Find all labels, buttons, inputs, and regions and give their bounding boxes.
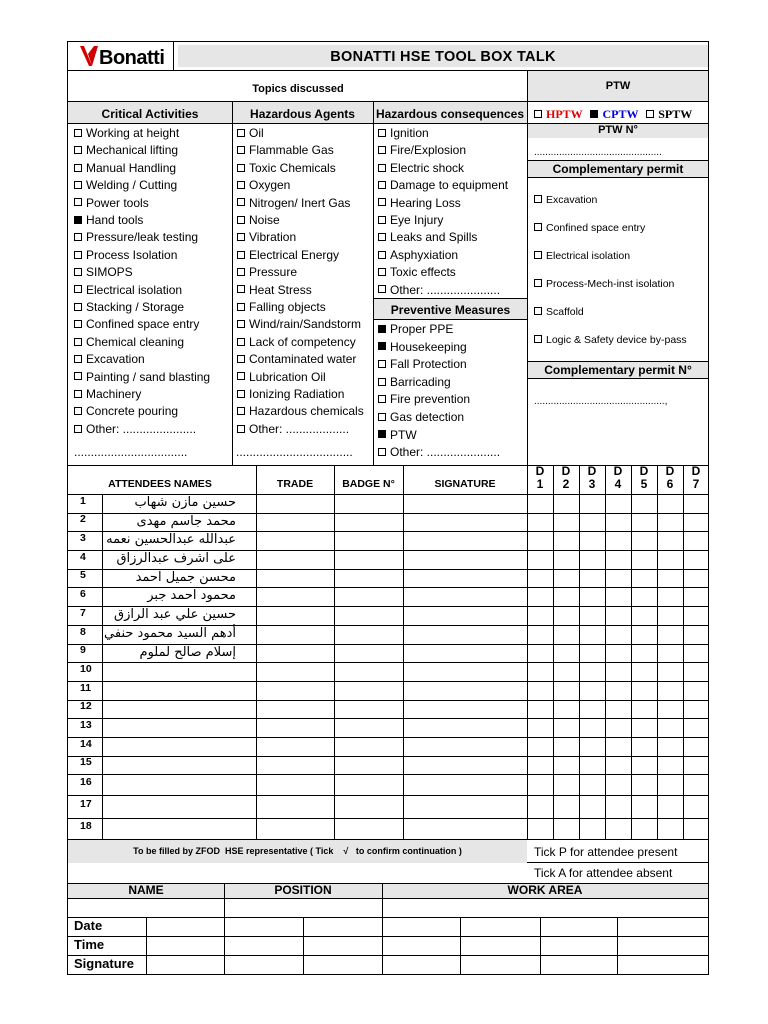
checkbox-icon[interactable]	[378, 378, 386, 386]
attendee-row[interactable]	[68, 737, 708, 756]
checkbox-icon[interactable]	[74, 164, 82, 172]
day-7-header	[686, 465, 706, 491]
complementary-permit-item[interactable]	[534, 221, 645, 235]
checkbox-icon[interactable]	[237, 146, 245, 154]
attendee-row[interactable]	[68, 795, 708, 818]
hazardous-agent-item[interactable]	[237, 178, 290, 192]
hazardous-agent-label: Noise	[249, 213, 280, 227]
checkbox-icon[interactable]	[74, 285, 82, 293]
row-number: 15	[80, 756, 92, 768]
preventive-measure-label: Housekeeping	[390, 339, 467, 354]
checkbox-icon[interactable]	[237, 233, 245, 241]
preventive-measure-item[interactable]	[378, 357, 467, 371]
attendee-name[interactable]: على اشرف عبدالرزاق	[116, 551, 236, 566]
page-title: BONATTI HSE TOOL BOX TALK	[330, 49, 556, 65]
day-letter: D	[665, 464, 675, 478]
checkbox-icon[interactable]	[74, 390, 82, 398]
checkbox-icon[interactable]	[74, 181, 82, 189]
hazardous-agent-label: Hazardous chemicals	[249, 404, 364, 419]
checkbox-icon[interactable]	[237, 425, 245, 433]
critical-activity-label: Stacking / Storage	[86, 300, 185, 314]
row-number: 3	[80, 531, 86, 544]
hazardous-consequences-header: Hazardous consequences	[375, 107, 525, 121]
hazardous-agent-item[interactable]	[237, 283, 312, 297]
signature-header: SIGNATURE	[434, 478, 496, 490]
preventive-measure-item[interactable]	[378, 322, 453, 336]
critical-activity-item[interactable]	[74, 317, 199, 331]
critical-activity-item[interactable]	[74, 196, 149, 210]
preventive-measure-label: Proper PPE	[390, 322, 454, 336]
hazardous-consequence-item[interactable]	[378, 230, 477, 244]
critical-activity-label: Other: ......................	[86, 421, 197, 436]
hazardous-agent-label: Nitrogen/ Inert Gas	[249, 195, 351, 210]
checkbox-icon[interactable]	[378, 129, 386, 137]
critical-activity-item[interactable]	[74, 161, 176, 175]
hazardous-agent-item[interactable]	[237, 335, 356, 349]
row-number: 16	[80, 775, 92, 788]
complementary-permit-item[interactable]	[534, 305, 584, 319]
checkbox-icon[interactable]	[534, 195, 542, 203]
hazardous-agent-label: Lubrication Oil	[249, 369, 326, 384]
preventive-measures-header: Preventive Measures	[390, 303, 511, 317]
critical-activity-item[interactable]	[74, 213, 143, 227]
attendee-row[interactable]	[68, 681, 708, 700]
ptw-type-label: HPTW	[546, 107, 583, 121]
complementary-permit-item[interactable]	[534, 333, 687, 347]
critical-activity-item[interactable]	[74, 335, 184, 349]
complementary-permit-label: Confined space entry	[546, 222, 646, 234]
critical-activity-label: Confined space entry	[86, 317, 200, 332]
complementary-permit-label: Scaffold	[546, 306, 584, 318]
checkbox-icon[interactable]	[590, 110, 598, 118]
hazardous-consequence-item[interactable]	[378, 178, 508, 192]
checkbox-icon[interactable]	[74, 355, 82, 363]
critical-activity-label: Working at height	[86, 126, 180, 140]
date-label: Date	[74, 918, 103, 933]
hazardous-consequence-item[interactable]	[378, 143, 466, 157]
hazardous-agent-item[interactable]	[237, 300, 326, 314]
critical-activity-item[interactable]	[74, 143, 178, 157]
hazardous-consequence-label: Other: ......................	[390, 282, 501, 297]
preventive-measure-item[interactable]	[378, 410, 464, 424]
checkbox-icon[interactable]	[237, 372, 245, 380]
hazardous-agent-label: Falling objects	[249, 300, 326, 314]
checkbox-icon[interactable]	[237, 164, 245, 172]
checkbox-icon[interactable]	[378, 198, 386, 206]
critical-activity-label: Electrical isolation	[86, 282, 183, 297]
checkbox-icon[interactable]	[378, 268, 386, 276]
day-number: 5	[640, 477, 648, 491]
critical-activity-item[interactable]	[74, 404, 178, 418]
checkbox-icon[interactable]	[237, 303, 245, 311]
ptw-type-label: SPTW	[658, 107, 693, 121]
hazardous-agent-label: Heat Stress	[249, 282, 312, 297]
row-number: 4	[80, 550, 86, 563]
tick-p-note: Tick P for attendee present	[534, 845, 678, 859]
critical-activity-item[interactable]	[74, 352, 145, 366]
hazardous-agent-label: Wind/rain/Sandstorm	[249, 317, 362, 332]
logo	[78, 44, 173, 70]
hazardous-consequence-label: Hearing Loss	[390, 195, 461, 210]
hazardous-agent-label: Other: ...................	[249, 421, 350, 436]
hazardous-agent-item[interactable]	[237, 196, 350, 210]
checkbox-icon[interactable]	[237, 338, 245, 346]
checkbox-icon[interactable]	[74, 268, 82, 276]
critical-other-line[interactable]: ..................................	[74, 445, 188, 459]
checkbox-icon[interactable]	[378, 360, 386, 368]
critical-activity-label: SIMOPS	[86, 265, 133, 280]
checkbox-icon[interactable]	[237, 390, 245, 398]
critical-activity-label: Mechanical lifting	[86, 143, 179, 158]
hazardous-agent-item[interactable]	[237, 317, 361, 331]
hazardous-agent-label: Oxygen	[249, 178, 291, 193]
critical-activity-item[interactable]	[74, 300, 184, 314]
checkbox-icon[interactable]	[378, 395, 386, 403]
complementary-permit-label: Logic & Safety device by-pass	[546, 334, 687, 346]
row-number: 1	[80, 494, 86, 507]
attendee-row[interactable]	[68, 700, 708, 718]
preventive-measure-item[interactable]	[378, 392, 470, 406]
checkbox-icon[interactable]	[378, 413, 386, 421]
checkbox-icon[interactable]	[74, 233, 82, 241]
critical-activity-item[interactable]	[74, 422, 196, 436]
bonatti-logo-icon	[78, 44, 100, 68]
checkbox-icon[interactable]	[237, 251, 245, 259]
preventive-measure-label: Fall Protection	[390, 357, 467, 372]
checkbox-icon[interactable]	[74, 198, 82, 206]
checkbox-icon[interactable]	[378, 233, 386, 241]
checkbox-icon[interactable]	[378, 448, 386, 456]
critical-activity-item[interactable]	[74, 230, 198, 244]
rep-work-area-header: WORK AREA	[507, 883, 583, 897]
checkbox-icon[interactable]	[74, 372, 82, 380]
hazardous-agent-label: Electrical Energy	[249, 247, 340, 262]
zfod-note: To be filled by ZFOD HSE representative ( Tick √ to confirm continuation )	[133, 846, 462, 856]
checkbox-icon[interactable]	[534, 110, 542, 118]
checkbox-icon[interactable]	[646, 110, 654, 118]
critical-activity-item[interactable]	[74, 387, 141, 401]
checkbox-icon[interactable]	[237, 285, 245, 293]
hazardous-consequence-label: Asphyxiation	[390, 247, 459, 262]
attendee-name[interactable]: أدهم السيد محمود حنفي	[104, 626, 236, 641]
row-number: 2	[80, 513, 86, 525]
checkbox-icon[interactable]	[237, 407, 245, 415]
agents-other-line[interactable]: ...................................	[236, 445, 353, 459]
checkbox-icon[interactable]	[237, 216, 245, 224]
badge-header: BADGE N°	[342, 478, 395, 490]
topics-discussed-label: Topics discussed	[252, 83, 344, 95]
day-letter: D	[535, 464, 545, 478]
ptw-type-sptw[interactable]	[646, 107, 692, 121]
critical-activity-label: Power tools	[86, 195, 149, 210]
hazardous-agent-item[interactable]	[237, 387, 344, 401]
hazardous-agent-label: Contaminated water	[249, 352, 357, 367]
ptw-type-hptw[interactable]	[534, 107, 582, 121]
attendee-name[interactable]: محمد جاسم مهدى	[136, 514, 236, 529]
preventive-measure-item[interactable]	[378, 445, 500, 459]
critical-activity-label: Pressure/leak testing	[86, 230, 199, 245]
attendee-name[interactable]: محمود احمد جبر	[147, 588, 236, 603]
hazardous-agents-header: Hazardous Agents	[250, 107, 355, 121]
preventive-measure-label: Barricading	[390, 374, 451, 389]
hazardous-consequence-item[interactable]	[378, 265, 456, 279]
day-6-header	[660, 465, 680, 491]
attendees-names-header: ATTENDEES NAMES	[108, 478, 212, 490]
checkbox-icon[interactable]	[378, 430, 386, 438]
attendee-name[interactable]: إسلام صالح لملوم	[139, 645, 236, 660]
checkbox-icon[interactable]	[237, 181, 245, 189]
attendee-name[interactable]: حسين مازن شهاب	[134, 495, 236, 510]
row-number: 14	[80, 737, 92, 750]
hazardous-agent-item[interactable]	[237, 265, 297, 279]
attendee-name[interactable]: محسن جميل احمد	[135, 570, 236, 585]
hazardous-agent-item[interactable]	[237, 161, 336, 175]
hazardous-consequence-item[interactable]	[378, 283, 500, 297]
checkbox-icon[interactable]	[378, 325, 386, 333]
hazardous-agent-label: Pressure	[249, 265, 298, 280]
day-number: 1	[536, 477, 544, 491]
complementary-permit-number-label: Complementary permit N°	[544, 363, 692, 377]
ptw-header: PTW	[605, 80, 631, 92]
attendee-row[interactable]	[68, 718, 708, 737]
attendee-row[interactable]	[68, 818, 708, 839]
row-number: 18	[80, 819, 92, 832]
critical-activity-label: Concrete pouring	[86, 404, 179, 419]
checkbox-icon[interactable]	[74, 146, 82, 154]
day-letter: D	[613, 464, 623, 478]
complementary-permit-header: Complementary permit	[552, 162, 684, 176]
hazardous-consequence-label: Toxic effects	[390, 265, 456, 280]
preventive-measure-item[interactable]	[378, 428, 417, 442]
preventive-measure-label: Other: ......................	[390, 445, 501, 460]
checkbox-icon[interactable]	[74, 338, 82, 346]
checkbox-icon[interactable]	[74, 216, 82, 224]
row-number: 12	[80, 700, 92, 712]
hazardous-agent-item[interactable]	[237, 230, 296, 244]
hazardous-agent-item[interactable]	[237, 352, 356, 366]
attendee-name[interactable]: حسين علي عبد الرازق	[114, 607, 236, 622]
critical-activity-label: Chemical cleaning	[86, 334, 185, 349]
day-2-header	[556, 465, 576, 491]
preventive-measure-item[interactable]	[378, 340, 467, 354]
checkbox-icon[interactable]	[534, 223, 542, 231]
critical-activity-label: Manual Handling	[86, 160, 177, 175]
hazardous-agent-label: Toxic Chemicals	[249, 160, 336, 175]
critical-activity-item[interactable]	[74, 370, 210, 384]
day-3-header	[582, 465, 602, 491]
checkbox-icon[interactable]	[74, 129, 82, 137]
tick-a-note: Tick A for attendee absent	[534, 866, 673, 880]
complementary-permit-label: Electrical isolation	[546, 250, 631, 262]
complementary-permit-label: Excavation	[546, 194, 598, 206]
checkbox-icon[interactable]	[378, 216, 386, 224]
day-number: 4	[614, 477, 622, 491]
checkbox-icon[interactable]	[74, 303, 82, 311]
complementary-permit-item[interactable]	[534, 193, 597, 207]
checkbox-icon[interactable]	[378, 342, 386, 350]
hazardous-agent-label: Ionizing Radiation	[249, 387, 345, 401]
hazardous-agent-label: Flammable Gas	[249, 143, 334, 158]
attendee-row[interactable]	[68, 662, 708, 681]
hazardous-consequence-item[interactable]	[378, 248, 458, 262]
hazardous-agent-item[interactable]	[237, 422, 349, 436]
checkbox-icon[interactable]	[378, 181, 386, 189]
rep-position-header: POSITION	[274, 883, 332, 897]
hazardous-agent-item[interactable]	[237, 213, 280, 227]
day-number: 2	[562, 477, 570, 491]
critical-activity-label: Process Isolation	[86, 247, 178, 262]
row-number: 7	[80, 606, 86, 619]
checkbox-icon[interactable]	[74, 425, 82, 433]
critical-activity-label: Hand tools	[86, 213, 144, 227]
row-number: 11	[80, 681, 92, 694]
hazardous-agent-item[interactable]	[237, 248, 339, 262]
checkbox-icon[interactable]	[378, 251, 386, 259]
critical-activity-item[interactable]	[74, 248, 177, 262]
checkbox-icon[interactable]	[237, 320, 245, 328]
checkbox-icon[interactable]	[378, 164, 386, 172]
hazardous-consequence-item[interactable]	[378, 161, 464, 175]
row-number: 10	[80, 662, 92, 675]
day-1-header	[530, 465, 550, 491]
hazardous-consequence-label: Damage to equipment	[390, 178, 509, 193]
day-letter: D	[561, 464, 571, 478]
preventive-measure-label: PTW	[390, 427, 417, 442]
complementary-permit-item[interactable]	[534, 277, 674, 291]
attendee-name[interactable]: عبدالله عبدالحسين نعمه	[106, 532, 236, 547]
attendee-row[interactable]	[68, 774, 708, 795]
preventive-measure-label: Gas detection	[390, 410, 465, 424]
critical-activity-item[interactable]	[74, 178, 177, 192]
day-letter: D	[587, 464, 597, 478]
hazardous-agent-label: Oil	[249, 126, 264, 140]
row-number: 9	[80, 644, 86, 656]
hazardous-agent-item[interactable]	[237, 404, 364, 418]
checkbox-icon[interactable]	[378, 285, 386, 293]
critical-activity-label: Painting / sand blasting	[86, 369, 211, 384]
ptw-types	[534, 107, 692, 122]
hazardous-consequence-label: Leaks and Spills	[390, 230, 478, 245]
hazardous-agent-item[interactable]	[237, 370, 326, 384]
rep-name-header: NAME	[128, 883, 164, 897]
day-letter: D	[691, 464, 701, 478]
day-number: 7	[692, 477, 700, 491]
critical-activities-header: Critical Activities	[101, 107, 199, 121]
hazardous-agent-item[interactable]	[237, 143, 334, 157]
hazardous-consequence-label: Electric shock	[390, 160, 465, 175]
row-number: 17	[80, 797, 92, 810]
day-number: 6	[666, 477, 674, 491]
trade-header: TRADE	[276, 478, 314, 490]
complementary-permit-label: Process-Mech-inst isolation	[546, 278, 675, 290]
checkbox-icon[interactable]	[237, 268, 245, 276]
preventive-measure-item[interactable]	[378, 375, 451, 389]
checkbox-icon[interactable]	[534, 279, 542, 287]
hazardous-consequence-item[interactable]	[378, 213, 443, 227]
critical-activity-label: Machinery	[86, 387, 142, 401]
checkbox-icon[interactable]	[534, 251, 542, 259]
complementary-permit-number-field[interactable]: ...............................................,	[534, 396, 668, 407]
checkbox-icon[interactable]	[534, 335, 542, 343]
hazardous-consequence-item[interactable]	[378, 196, 461, 210]
day-4-header	[608, 465, 628, 491]
ptw-type-label: CPTW	[602, 107, 639, 121]
preventive-measure-label: Fire prevention	[390, 392, 471, 407]
logo-text: Bonatti	[99, 47, 165, 69]
checkbox-icon[interactable]	[534, 307, 542, 315]
ptw-number-label: PTW N°	[598, 124, 638, 136]
attendee-row[interactable]	[68, 756, 708, 774]
day-letter: D	[639, 464, 649, 478]
critical-activity-item[interactable]	[74, 283, 182, 297]
checkbox-icon[interactable]	[74, 251, 82, 259]
hazardous-consequence-item[interactable]	[378, 126, 429, 140]
critical-activity-label: Welding / Cutting	[86, 178, 178, 193]
checkbox-icon[interactable]	[237, 355, 245, 363]
complementary-permit-item[interactable]	[534, 249, 630, 263]
row-number: 8	[80, 625, 86, 638]
critical-activity-label: Excavation	[86, 352, 145, 367]
hazardous-consequence-label: Ignition	[390, 126, 429, 140]
hazardous-consequence-label: Fire/Explosion	[390, 143, 467, 158]
ptw-type-cptw[interactable]	[590, 107, 638, 121]
time-label: Time	[74, 937, 105, 952]
signature-label: Signature	[74, 956, 134, 971]
checkbox-icon[interactable]	[74, 407, 82, 415]
checkbox-icon[interactable]	[237, 129, 245, 137]
checkbox-icon[interactable]	[378, 146, 386, 154]
hazardous-agent-label: Lack of competency	[249, 334, 356, 349]
ptw-number-field[interactable]: ..............................................	[534, 147, 662, 158]
hazardous-agent-item[interactable]	[237, 126, 264, 140]
critical-activity-item[interactable]	[74, 126, 179, 140]
day-number: 3	[588, 477, 596, 491]
row-number: 5	[80, 569, 86, 581]
day-5-header	[634, 465, 654, 491]
hazardous-consequence-label: Eye Injury	[390, 213, 444, 227]
row-number: 13	[80, 718, 92, 731]
critical-activity-item[interactable]	[74, 265, 133, 279]
row-number: 6	[80, 587, 86, 600]
checkbox-icon[interactable]	[237, 198, 245, 206]
hazardous-agent-label: Vibration	[249, 230, 297, 245]
checkbox-icon[interactable]	[74, 320, 82, 328]
